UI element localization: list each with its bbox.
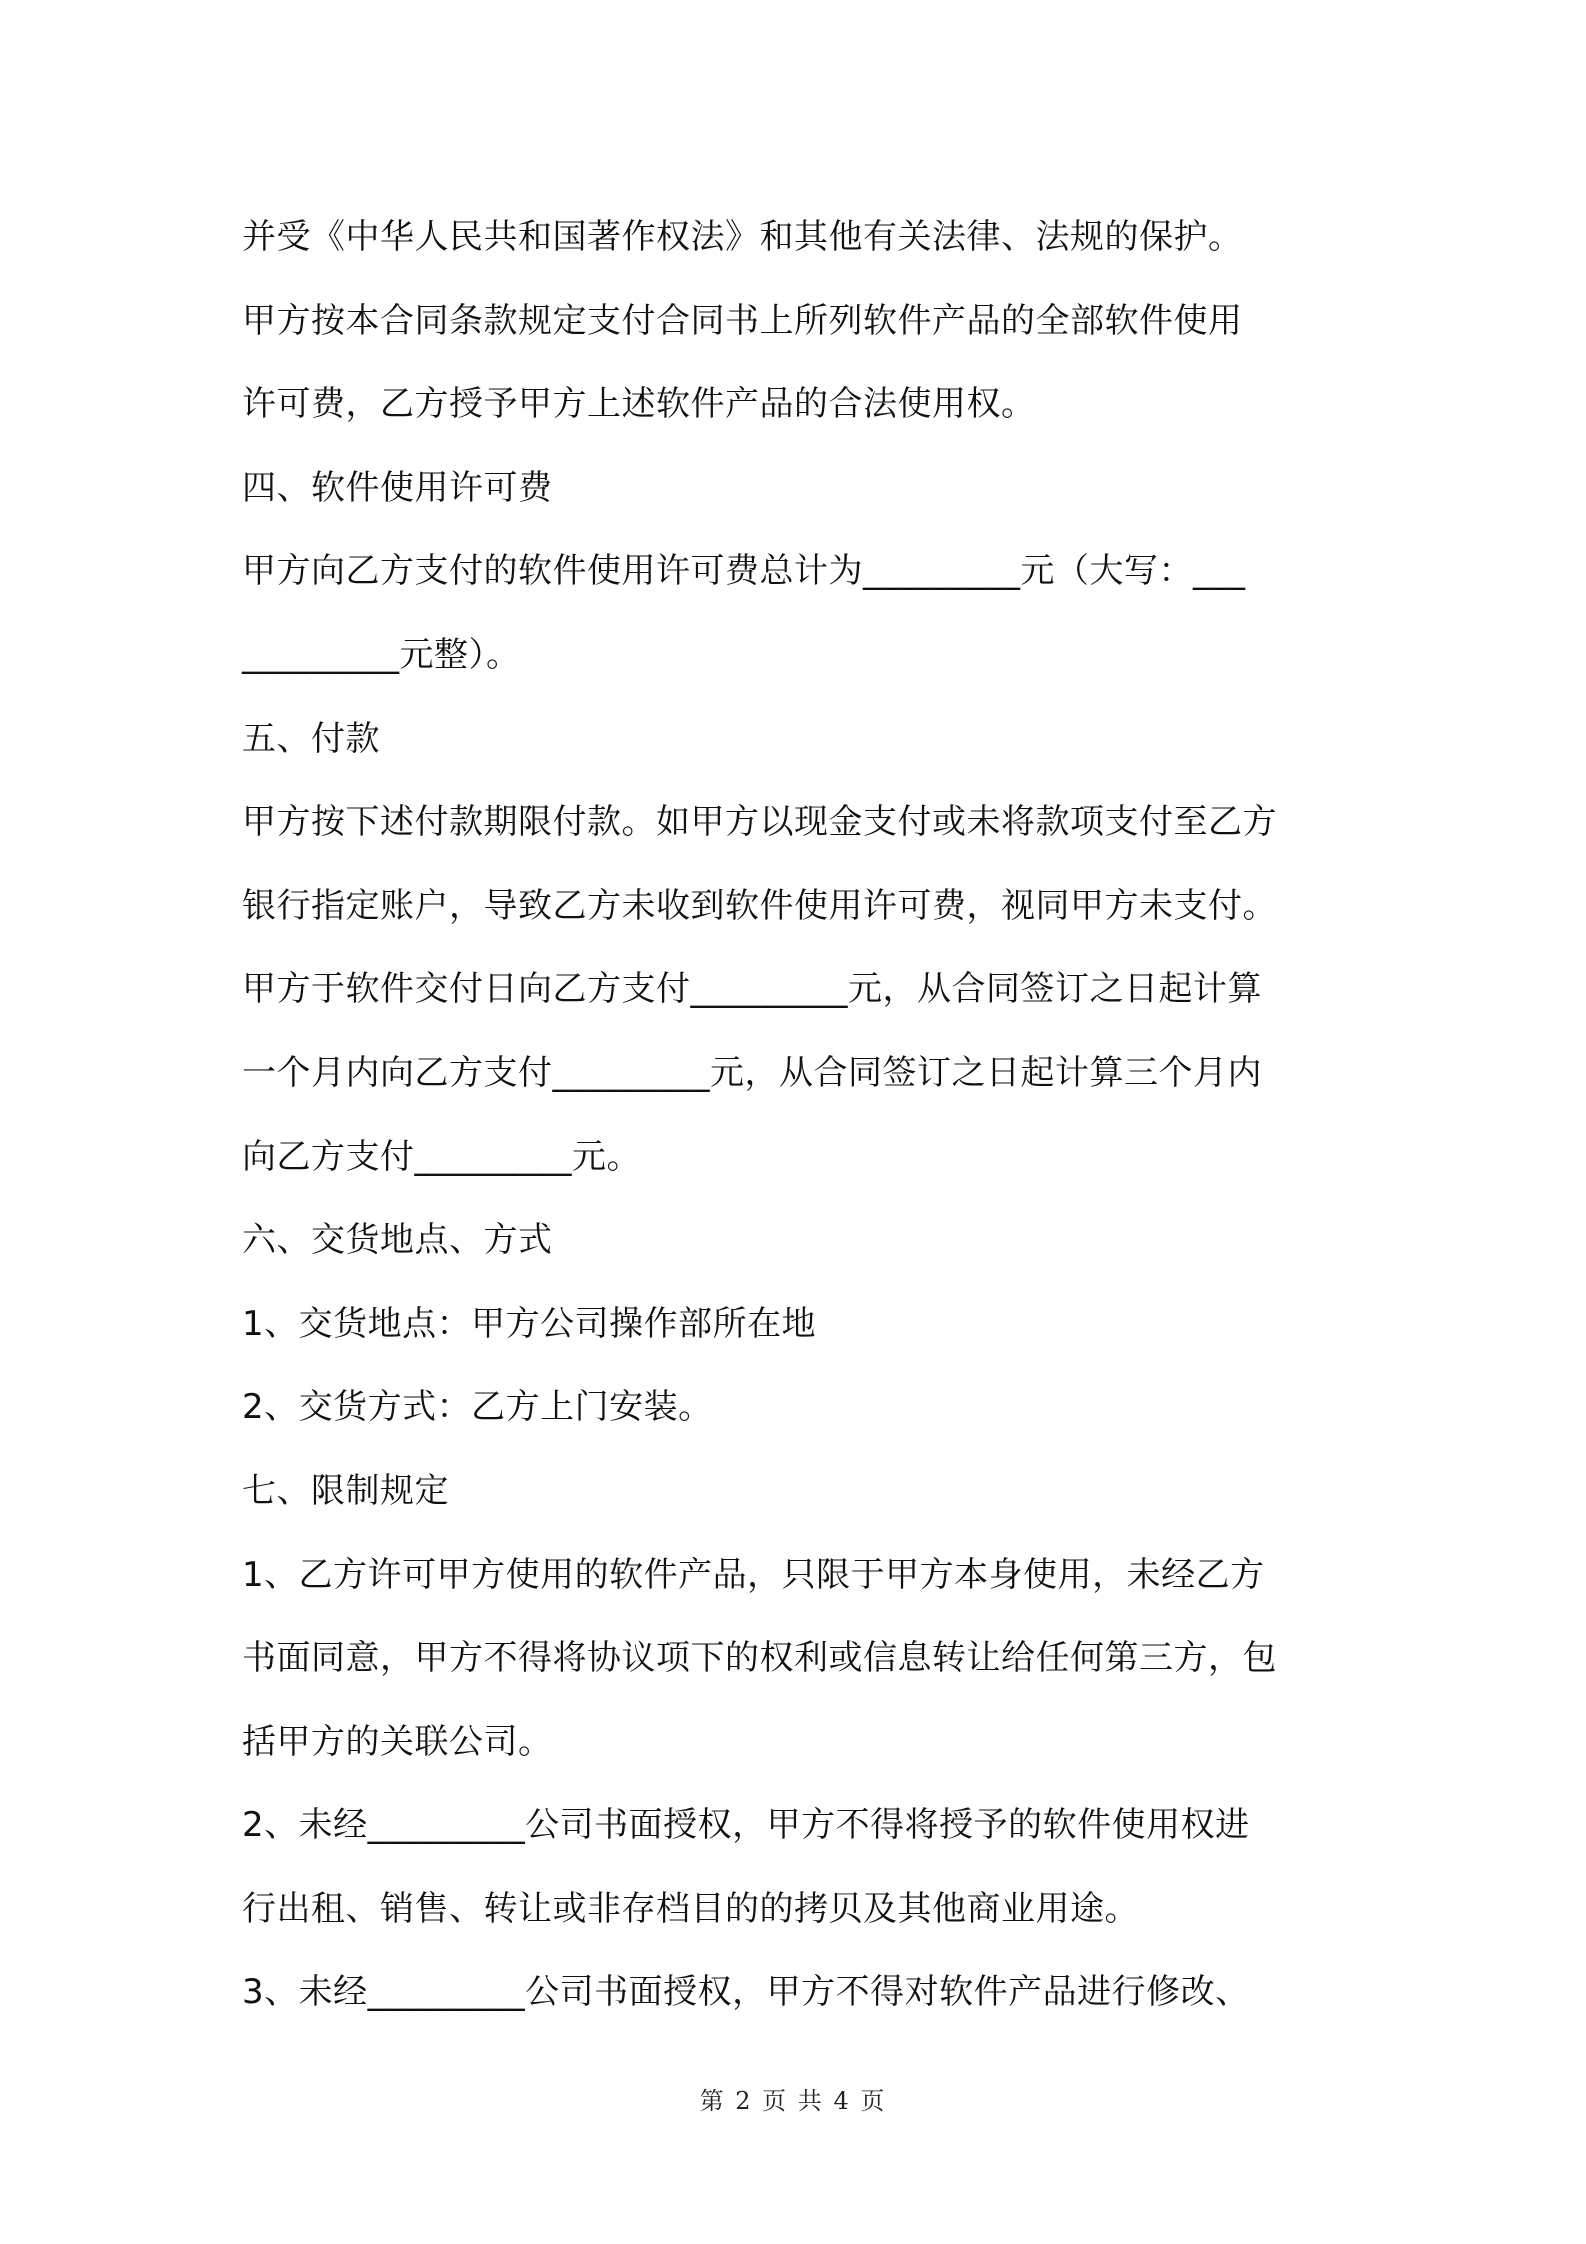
text-line: 括甲方的关联公司。 bbox=[242, 1721, 553, 1762]
text-line: 行出租、销售、转让或非存档目的的拷贝及其他商业用途。 bbox=[242, 1888, 1139, 1929]
text-line: _________元整）。 bbox=[242, 634, 521, 675]
text-line: 2、未经_________公司书面授权，甲方不得将授予的软件使用权进 bbox=[242, 1805, 1250, 1846]
section-heading: 四、软件使用许可费 bbox=[242, 467, 553, 508]
text-line: 甲方按本合同条款规定支付合同书上所列软件产品的全部软件使用 bbox=[242, 300, 1243, 341]
text-line: 1、乙方许可甲方使用的软件产品，只限于甲方本身使用，未经乙方 bbox=[242, 1554, 1265, 1595]
text-line: 许可费，乙方授予甲方上述软件产品的合法使用权。 bbox=[242, 384, 1036, 425]
text-line: 并受《中华人民共和国著作权法》和其他有关法律、法规的保护。 bbox=[242, 217, 1243, 257]
text-line: 银行指定账户，导致乙方未收到软件使用许可费，视同甲方未支付。 bbox=[242, 885, 1277, 926]
text-line: 书面同意，甲方不得将协议项下的权利或信息转让给任何第三方，包 bbox=[242, 1638, 1277, 1679]
section-heading: 六、交货地点、方式 bbox=[242, 1220, 553, 1261]
text-line: 1、交货地点：甲方公司操作部所在地 bbox=[242, 1303, 817, 1344]
text-line: 甲方向乙方支付的软件使用许可费总计为_________元（大写：___ bbox=[242, 551, 1246, 592]
text-line: 2、交货方式：乙方上门安装。 bbox=[242, 1387, 713, 1428]
document-body bbox=[242, 196, 1362, 2035]
page-number-footer: 第 2 页 共 4 页 bbox=[699, 2087, 887, 2115]
section-heading: 七、限制规定 bbox=[242, 1470, 449, 1511]
text-line: 3、未经_________公司书面授权，甲方不得对软件产品进行修改、 bbox=[242, 1972, 1250, 2013]
section-heading: 五、付款 bbox=[242, 718, 380, 759]
text-line: 一个月内向乙方支付_________元，从合同签订之日起计算三个月内 bbox=[242, 1052, 1262, 1093]
text-line: 甲方按下述付款期限付款。如甲方以现金支付或未将款项支付至乙方 bbox=[242, 802, 1277, 843]
text-line: 甲方于软件交付日向乙方支付_________元，从合同签订之日起计算 bbox=[242, 969, 1262, 1010]
text-line: 向乙方支付_________元。 bbox=[242, 1136, 641, 1177]
